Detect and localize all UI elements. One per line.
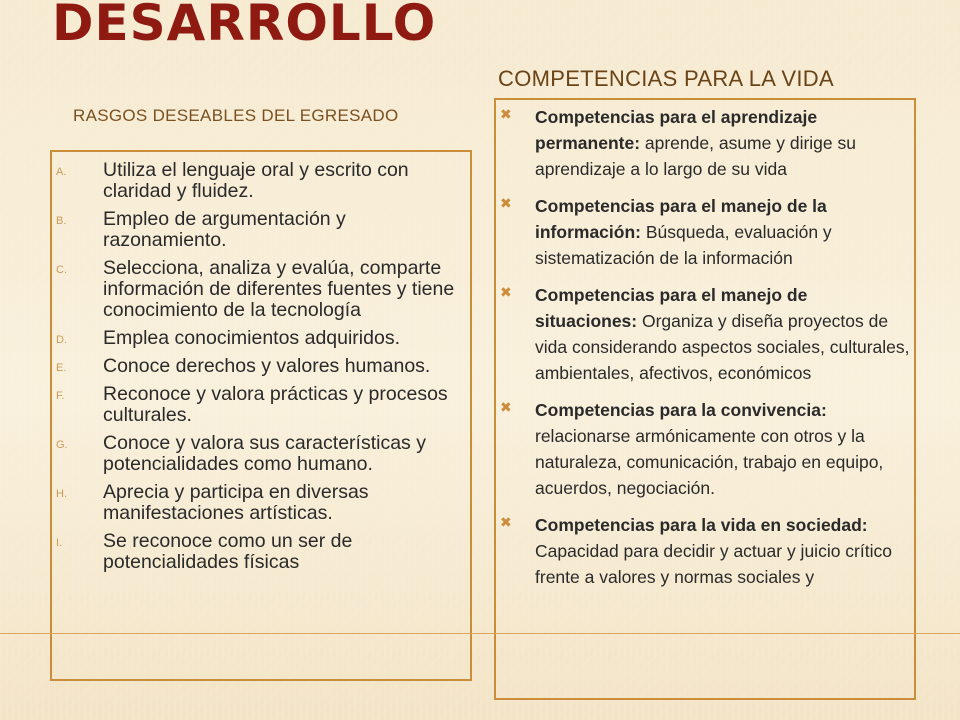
list-marker: H. [56,488,67,500]
list-item-text: Reconoce y valora prácticas y procesos culturales. [103,383,448,426]
list-item-text: Aprecia y participa en diversas manifestaciones artísticas. [103,481,369,524]
list-marker: G. [56,439,68,451]
list-item [56,209,464,251]
competencia-text: Capacidad para decidir y actuar y juicio crítico frente a valores y normas sociales y [535,541,892,587]
list-item [500,397,912,501]
list-item [56,482,464,524]
competencia-title: Competencias para la convivencia: [535,400,827,420]
competencia-text: Búsqueda, evaluación y sistematización de la información [535,222,832,268]
list-item-text: Conoce y valora sus características y potencialidades como humano. [103,432,426,475]
list-item-text: Se reconoce como un ser de potencialidades físicas [103,530,353,573]
list-marker: D. [56,334,67,346]
list-item [56,356,464,377]
list-marker: E. [56,362,67,374]
competencia-title: Competencias para el manejo de la información: [535,196,827,242]
list-item [56,384,464,426]
list-item [500,512,912,590]
list-item [500,104,912,182]
list-item [56,531,464,573]
list-marker: I. [56,537,63,549]
competencia-title: Competencias para el manejo de situaciones: [535,285,808,331]
slide-title: DESARROLLO [52,0,437,52]
list-item-text: Emplea conocimientos adquiridos. [103,327,400,349]
list-item [500,282,912,386]
list-item-text: Utiliza el lenguaje oral y escrito con claridad y fluidez. [103,159,409,202]
rasgos-list [56,160,464,580]
divider-line [0,633,960,634]
competencia-title: Competencias para la vida en sociedad: [535,515,868,535]
rasgos-heading: RASGOS DESEABLES DEL EGRESADO [73,106,399,125]
bullet-x-icon: ✖ [500,284,512,300]
bullet-x-icon: ✖ [500,514,512,530]
list-item-text: Empleo de argumentación y razonamiento. [103,208,346,251]
bullet-x-icon: ✖ [500,399,512,415]
competencias-heading: COMPETENCIAS PARA LA VIDA [498,66,834,91]
competencia-text: Organiza y diseña proyectos de vida considerando aspectos sociales, culturales, ambientales, afectivos, económicos [535,311,910,383]
competencia-text: relacionarse armónicamente con otros y la naturaleza, comunicación, trabajo en equipo, acuerdos, negociación. [535,426,884,498]
list-marker: F. [56,390,65,402]
list-item-text: Selecciona, analiza y evalúa, comparte información de diferentes fuentes y tiene conocimiento de la tecnología [103,257,455,321]
list-marker: A. [56,166,67,178]
list-item [56,328,464,349]
competencias-list [500,104,912,601]
list-item [56,258,464,321]
list-marker: C. [56,264,67,276]
list-item [56,433,464,475]
list-marker: B. [56,215,67,227]
competencia-text: aprende, asume y dirige su aprendizaje a lo largo de su vida [535,133,856,179]
list-item [56,160,464,202]
competencia-title: Competencias para el aprendizaje permanente: [535,107,818,153]
bullet-x-icon: ✖ [500,106,512,122]
list-item [500,193,912,271]
list-item-text: Conoce derechos y valores humanos. [103,355,431,377]
bullet-x-icon: ✖ [500,195,512,211]
